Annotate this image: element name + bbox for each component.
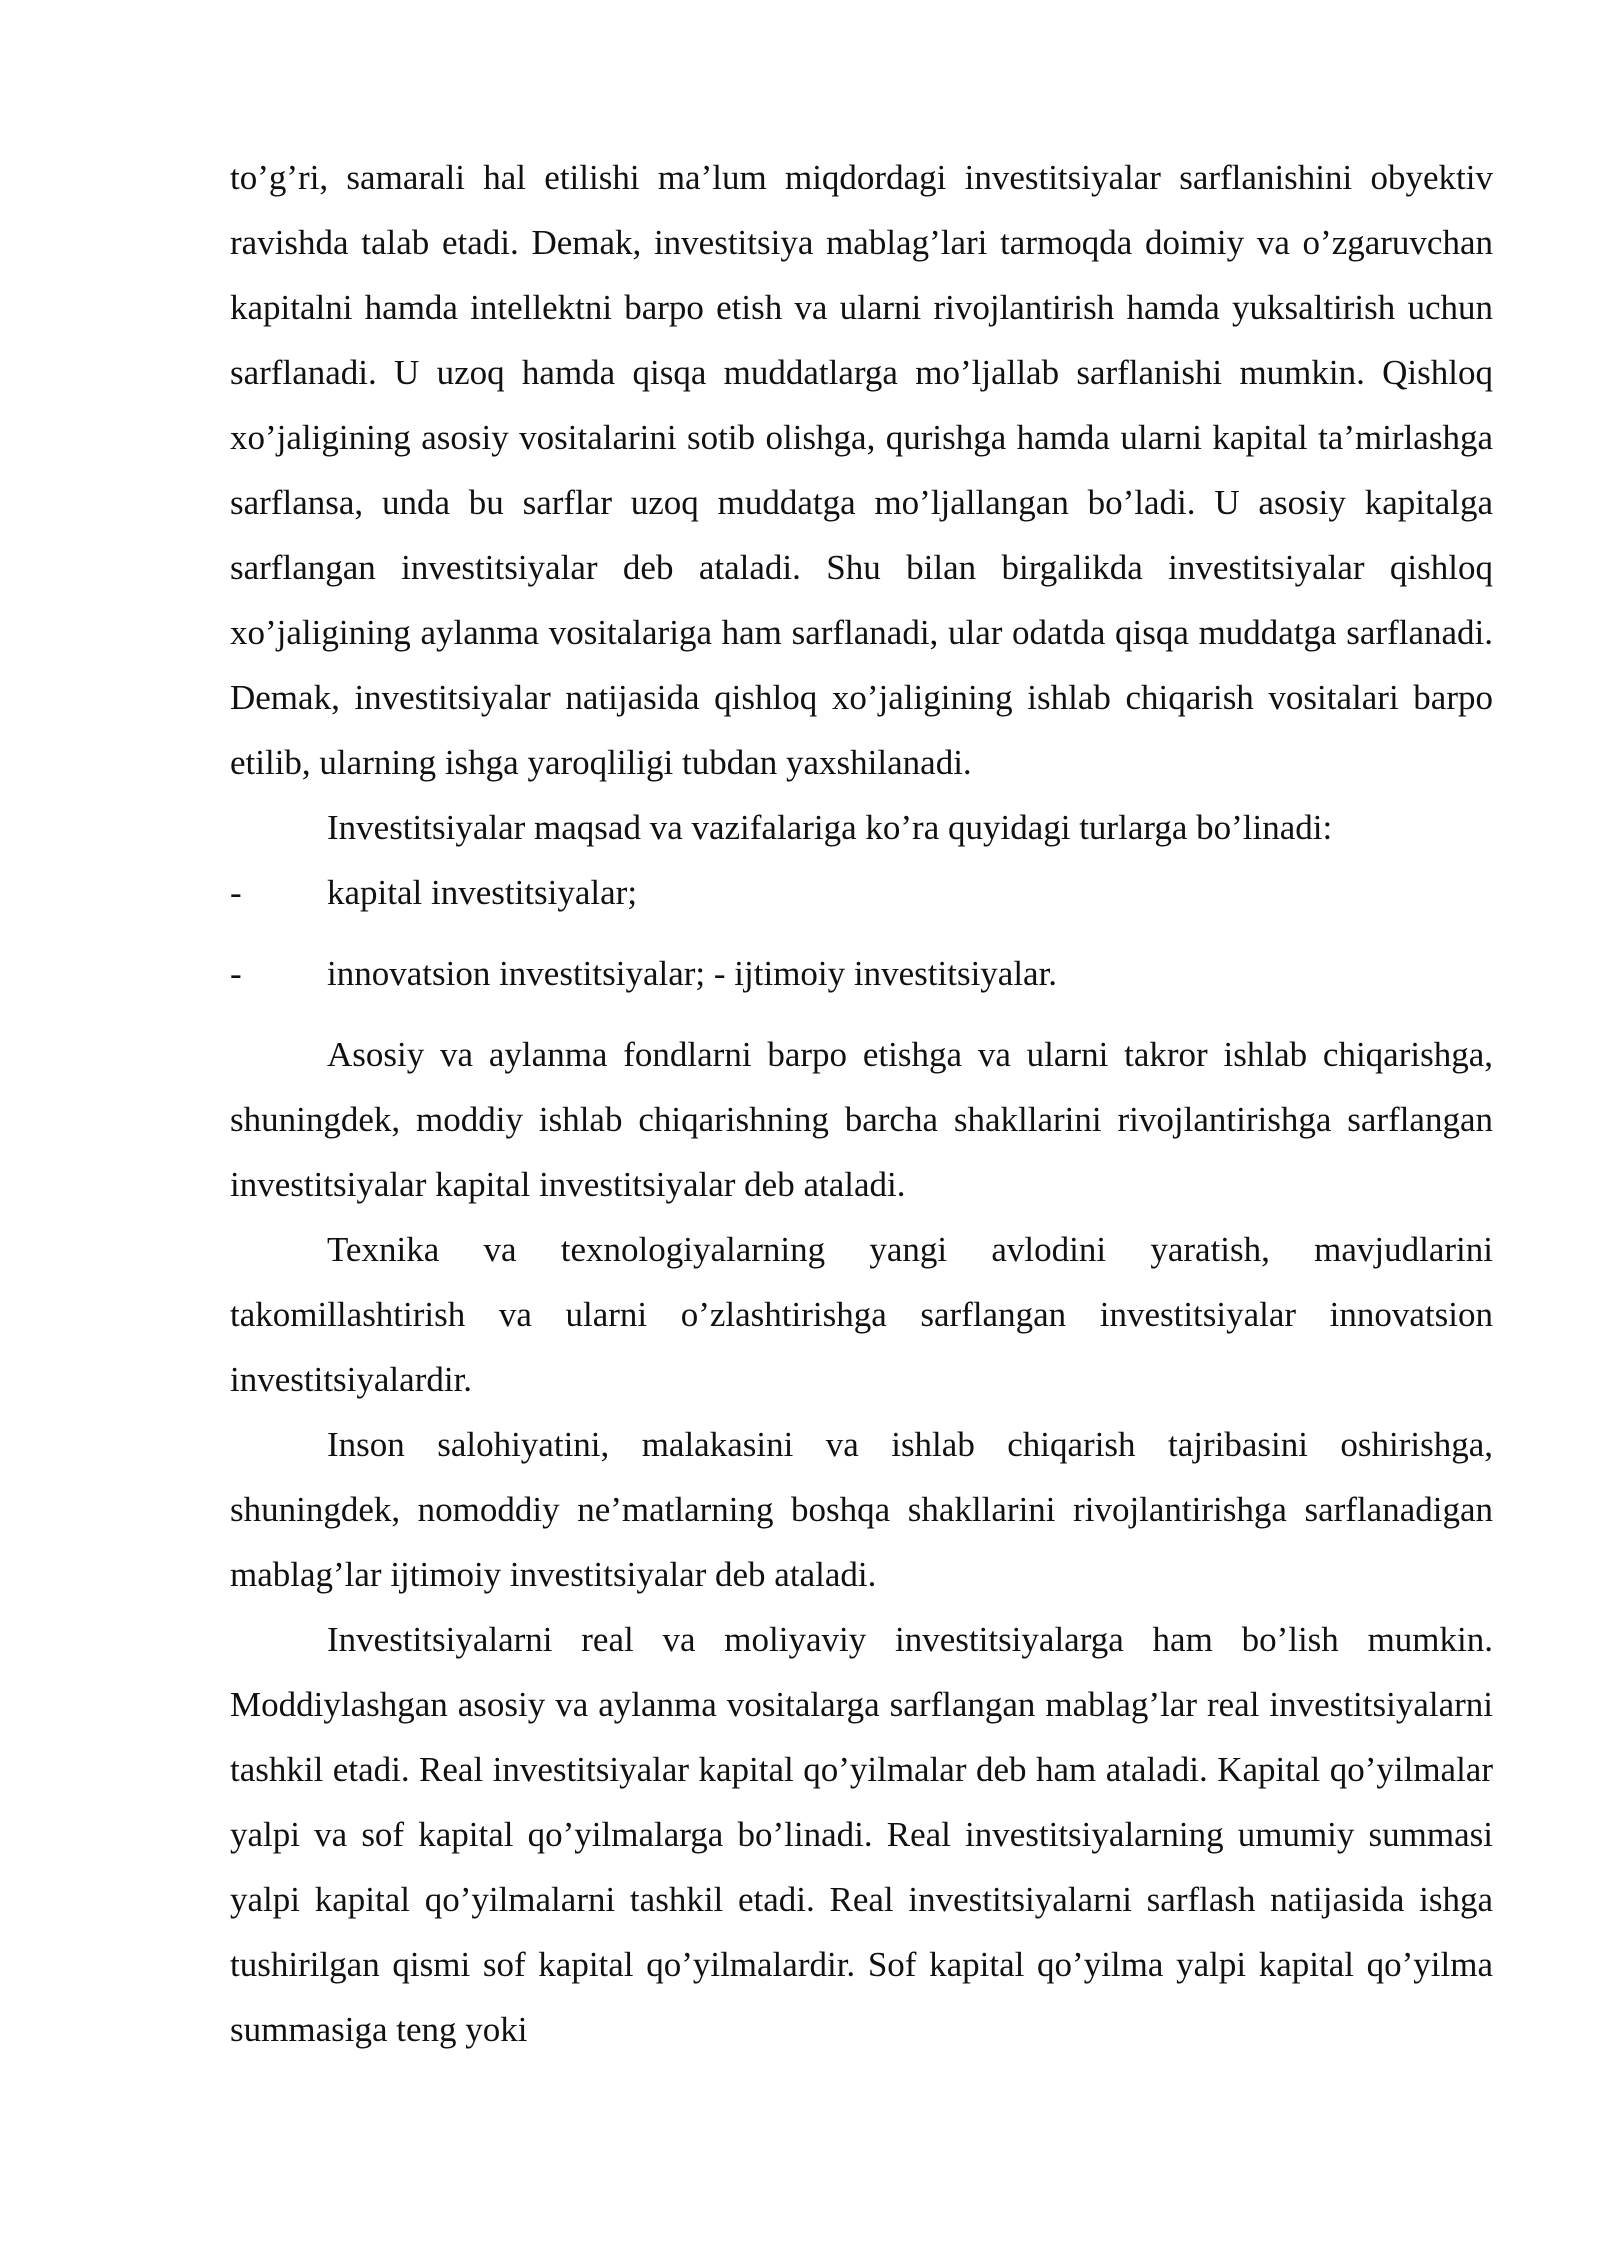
paragraph-real-financial-investments: Investitsiyalarni real va moliyaviy investitsiyalarga ham bo’lish mumkin. Moddiylashgan asosiy va aylanma vositalarga sarflangan mablag’lar real investitsiyalarni tashkil etadi. Real investitsiyalar kapital qo’yilmalar deb ham ataladi. Kapital qo’yilmalar yalpi va sof kapital qo’yilmalarga bo’linadi. Real investitsiyalarning umumiy summasi yalpi kapital qo’yilmalarni tashkil etadi. Real investitsiyalarni sarflash natijasida ishga tushirilgan qismi sof kapital qo’yilmalardir. Sof kapital qo’yilma yalpi kapital qo’yilma summasiga teng yoki [230,1620,1493,2049]
paragraph-social-investments: Inson salohiyatini, malakasini va ishlab chiqarish tajribasini oshirishga, shuningdek, nomoddiy ne’matlarning boshqa shakllarini rivojlantirishga sarflanadigan mablag’lar ijtimoiy investitsiyalar deb ataladi. [230,1425,1493,1594]
bullet-dash: - [230,873,242,912]
list-item-text: innovatsion investitsiyalar; - ijtimoiy investitsiyalar. [327,954,1058,993]
bullet-dash: - [230,954,242,993]
list-item-innovation-investments [230,941,1493,1022]
list-item-capital-investments [230,860,1493,941]
paragraph-capital-investments: Asosiy va aylanma fondlarni barpo etishga va ularni takror ishlab chiqarishga, shuningdek, moddiy ishlab chiqarishning barcha shakllarini rivojlantirishga sarflangan investitsiyalar kapital investitsiyalar deb ataladi. [230,1035,1493,1204]
paragraph-innovation-investments: Texnika va texnologiyalarning yangi avlodini yaratish, mavjudlarini takomillashtirish va ularni o’zlashtirishga sarflangan investitsiyalar innovatsion investitsiyalardir. [230,1230,1493,1399]
paragraph-investment-types-intro: Investitsiyalar maqsad va vazifalariga ko’ra quyidagi turlarga bo’linadi: [327,808,1333,847]
list-item-text: kapital investitsiyalar; [327,873,638,912]
document-page [230,145,1493,2062]
paragraph-investment-purpose: to’g’ri, samarali hal etilishi ma’lum miqdordagi investitsiyalar sarflanishini obyektiv ravishda talab etadi. Demak, investitsiya mablag’lari tarmoqda doimiy va o’zgaruvchan kapitalni hamda intellektni barpo etish va ularni rivojlantirish hamda yuksaltirish uchun sarflanadi. U uzoq hamda qisqa muddatlarga mo’ljallab sarflanishi mumkin. Qishloq xo’jaligining asosiy vositalarini sotib olishga, qurishga hamda ularni kapital ta’mirlashga sarflansa, unda bu sarflar uzoq muddatga mo’ljallangan bo’ladi. U asosiy kapitalga sarflangan investitsiyalar deb ataladi. Shu bilan birgalikda investitsiyalar qishloq xo’jaligining aylanma vositalariga ham sarflanadi, ular odatda qisqa muddatga sarflanadi. Demak, investitsiyalar natijasida qishloq xo’jaligining ishlab chiqarish vositalari barpo etilib, ularning ishga yaroqliligi tubdan yaxshilanadi. [230,158,1493,782]
